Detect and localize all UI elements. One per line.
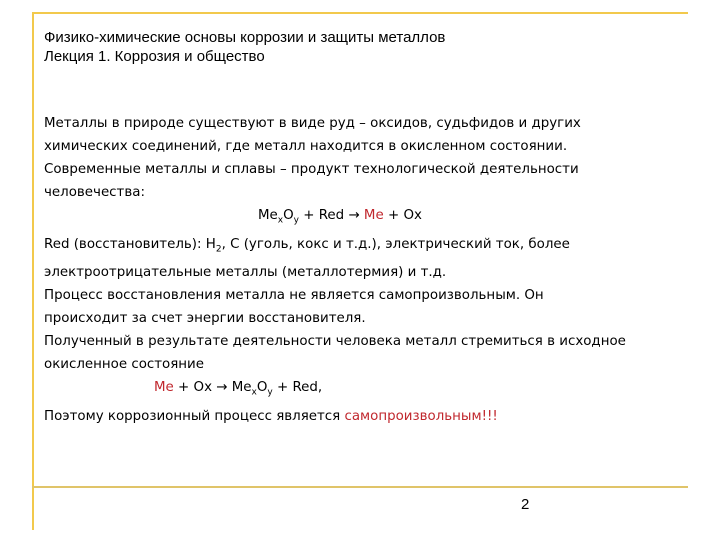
text-fragment: Red (восстановитель): bbox=[44, 236, 206, 252]
text-line: человечества: bbox=[44, 185, 145, 200]
h2-h: H bbox=[205, 236, 216, 252]
eq-sub-y: y bbox=[267, 388, 273, 399]
page-number: 2 bbox=[521, 496, 530, 513]
eq-ox: Ox bbox=[403, 208, 422, 223]
eq-o: O bbox=[256, 380, 268, 396]
course-title: Физико-химические основы коррозии и защиты металлов bbox=[44, 29, 446, 46]
slide-body bbox=[44, 112, 694, 428]
eq-plus: + bbox=[173, 380, 194, 396]
text-line: происходит за счет энергии восстановителя. bbox=[44, 311, 366, 327]
eq-plus: + bbox=[383, 208, 404, 223]
text-line: Современные металлы и сплавы – продукт технологической деятельности bbox=[44, 162, 579, 177]
oxidation-equation bbox=[44, 376, 694, 405]
eq-arrow: → bbox=[344, 208, 364, 223]
text-line bbox=[44, 233, 694, 262]
eq-arrow: → bbox=[212, 380, 232, 396]
eq-ox: Ox bbox=[193, 380, 212, 396]
eq-plus: + bbox=[299, 208, 319, 223]
bottom-accent-line bbox=[32, 486, 688, 488]
slide-header bbox=[44, 28, 445, 66]
eq-o: O bbox=[283, 208, 294, 223]
text-line: окисленное состояние bbox=[44, 357, 205, 373]
eq-me: Me bbox=[231, 380, 252, 396]
text-line: Металлы в природе существуют в виде руд – оксидов, судьфидов и других bbox=[44, 116, 581, 131]
h2-sub: 2 bbox=[215, 244, 222, 255]
eq-sub-x: x bbox=[251, 388, 257, 399]
eq-sub-x: x bbox=[277, 215, 284, 226]
eq-sub-y: y bbox=[293, 215, 299, 226]
eq-red: Red, bbox=[292, 380, 323, 396]
top-accent-line bbox=[32, 12, 688, 14]
eq-red: Red bbox=[318, 208, 345, 223]
eq-me-product: Me bbox=[363, 208, 384, 223]
text-fragment: Поэтому коррозионный процесс является bbox=[44, 409, 345, 425]
highlight-spontaneous: самопроизвольным!!! bbox=[344, 409, 498, 425]
text-line: электроотрицательные металлы (металлотермия) и т.д. bbox=[44, 265, 447, 281]
text-line: Процесс восстановления металла не является самопроизвольным. Он bbox=[44, 288, 544, 304]
text-fragment: , С (уголь, кокс и т.д.), электрический ток, более bbox=[221, 236, 570, 252]
left-accent-line bbox=[32, 12, 34, 530]
conclusion-line bbox=[44, 405, 694, 428]
text-line: Полученный в результате деятельности человека металл стремиться в исходное bbox=[44, 334, 626, 350]
eq-me: Me bbox=[258, 208, 278, 223]
reduction-equation bbox=[44, 204, 694, 233]
eq-plus: + bbox=[272, 380, 293, 396]
lecture-title: Лекция 1. Коррозия и общество bbox=[44, 48, 265, 65]
eq-me: Me bbox=[154, 380, 174, 396]
text-line: химических соединений, где металл находится в окисленном состоянии. bbox=[44, 139, 568, 154]
